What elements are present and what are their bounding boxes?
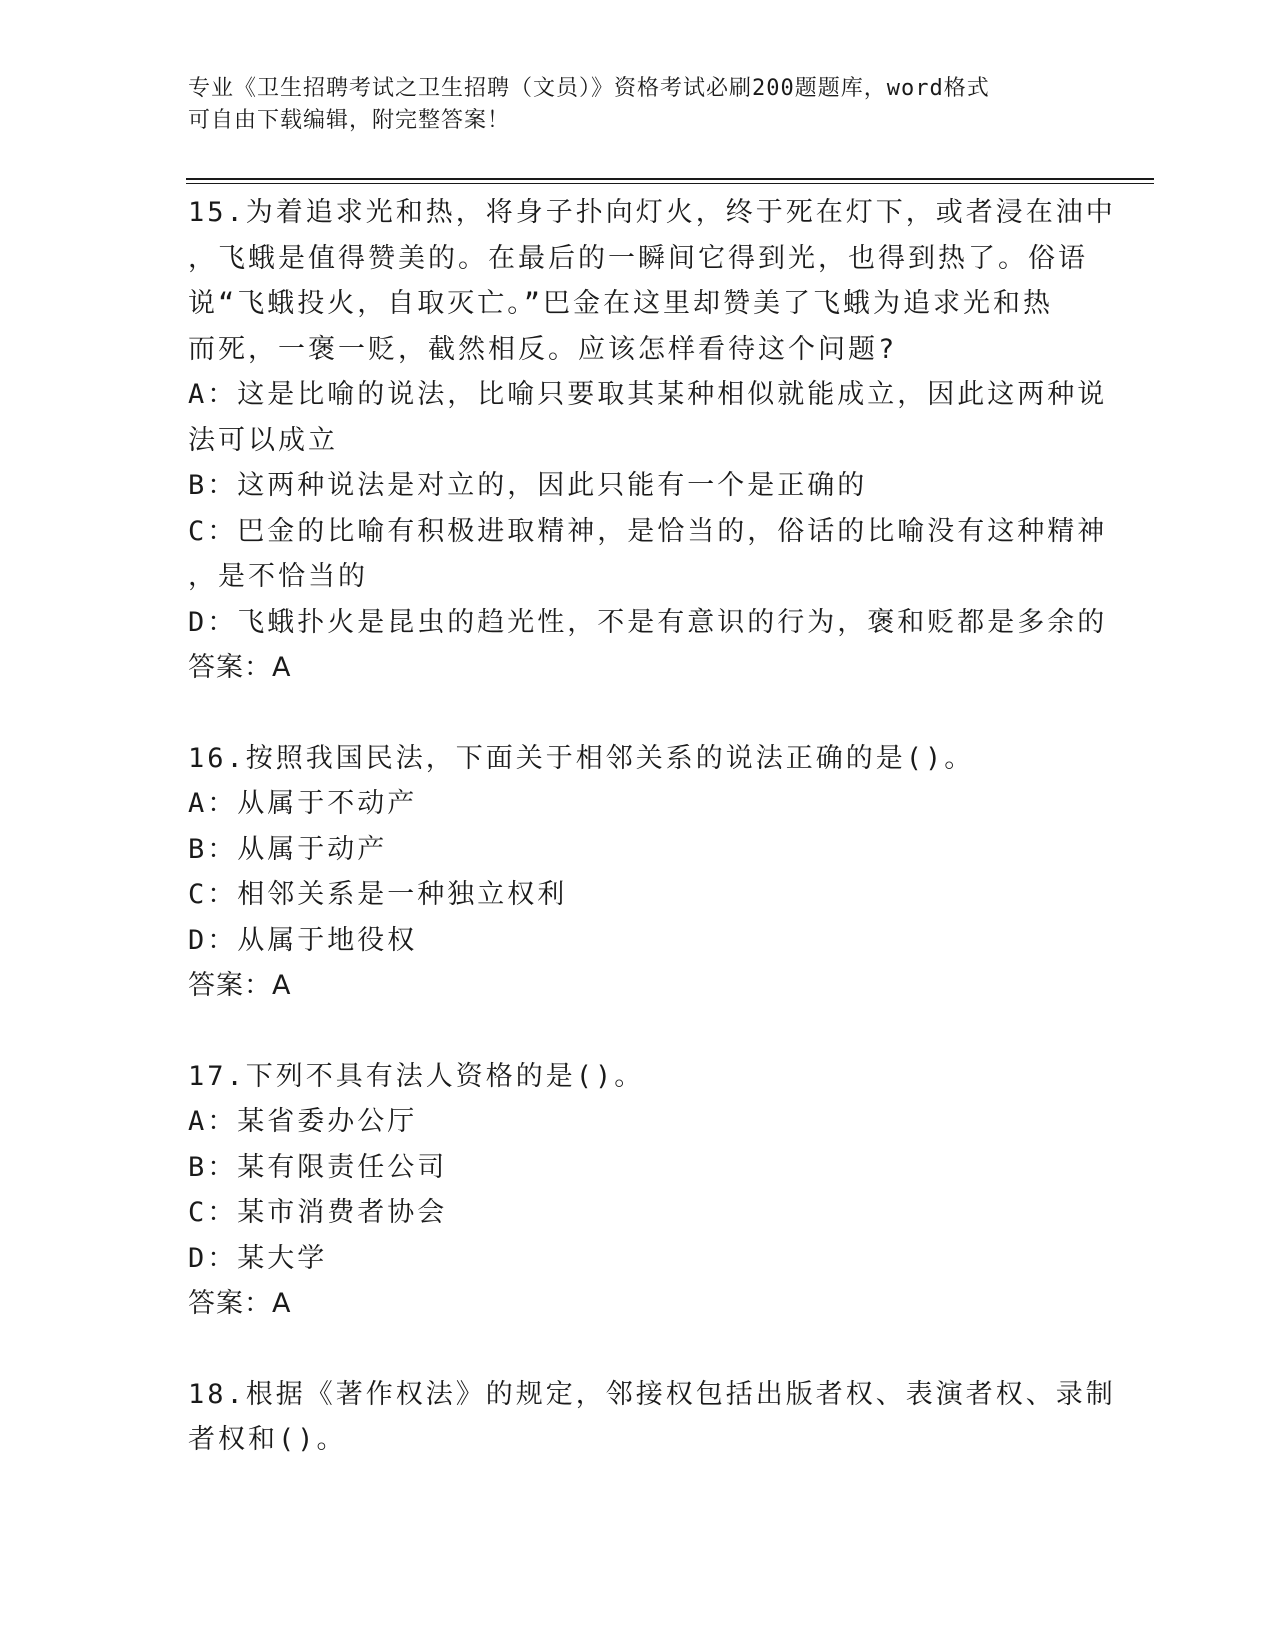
option-c-continued: ，是不恰当的 bbox=[188, 561, 368, 592]
option-c: C：巴金的比喻有积极进取精神，是恰当的，俗话的比喻没有这种精神 bbox=[188, 515, 1108, 547]
question-block bbox=[188, 1372, 1116, 1463]
option-a-continued: 法可以成立 bbox=[188, 424, 338, 456]
header-divider-thin bbox=[186, 183, 1154, 184]
question-stem-line: 者权和()。 bbox=[188, 1424, 347, 1455]
header-line-2: 可自由下载编辑，附完整答案！ bbox=[188, 108, 511, 133]
option-d: D：从属于地役权 bbox=[188, 924, 418, 956]
document-header bbox=[188, 73, 1068, 137]
option-a: A：从属于不动产 bbox=[188, 788, 418, 819]
option-c: C：某市消费者协会 bbox=[188, 1197, 448, 1228]
question-stem-line: 18.根据《著作权法》的规定，邻接权包括出版者权、表演者权、录制 bbox=[188, 1378, 1116, 1410]
option-c: C：相邻关系是一种独立权利 bbox=[188, 879, 568, 910]
answer-line: 答案：A bbox=[188, 1288, 292, 1319]
option-d: D：某大学 bbox=[188, 1242, 328, 1274]
option-b: B：从属于动产 bbox=[188, 833, 388, 865]
option-a: A：某省委办公厅 bbox=[188, 1106, 418, 1137]
question-stem-line: 说“飞蛾投火，自取灭亡。”巴金在这里却赞美了飞蛾为追求光和热 bbox=[188, 288, 1054, 319]
question-stem-line: ，飞蛾是值得赞美的。在最后的一瞬间它得到光，也得到热了。俗语 bbox=[188, 242, 1088, 274]
question-block bbox=[188, 736, 1088, 1009]
option-b: B：某有限责任公司 bbox=[188, 1151, 448, 1183]
option-b: B：这两种说法是对立的，因此只能有一个是正确的 bbox=[188, 470, 868, 501]
option-a: A：这是比喻的说法，比喻只要取其某种相似就能成立，因此这两种说 bbox=[188, 379, 1108, 410]
header-divider-thick bbox=[186, 178, 1154, 180]
question-stem-line: 16.按照我国民法，下面关于相邻关系的说法正确的是()。 bbox=[188, 742, 975, 774]
question-block bbox=[188, 1054, 1088, 1327]
option-d: D：飞蛾扑火是昆虫的趋光性，不是有意识的行为，褒和贬都是多余的 bbox=[188, 606, 1108, 638]
answer-line: 答案：A bbox=[188, 652, 292, 683]
question-stem-line: 17.下列不具有法人资格的是()。 bbox=[188, 1060, 645, 1092]
question-stem-line: 15.为着追求光和热，将身子扑向灯火，终于死在灯下，或者浸在油中 bbox=[188, 197, 1116, 228]
answer-line: 答案：A bbox=[188, 970, 292, 1001]
header-line-1: 专业《卫生招聘考试之卫生招聘（文员）》资格考试必刷200题题库，word格式 bbox=[188, 76, 990, 101]
question-stem-line: 而死，一褒一贬，截然相反。应该怎样看待这个问题? bbox=[188, 333, 898, 365]
question-block bbox=[188, 190, 1116, 691]
question-list bbox=[188, 190, 1116, 1463]
